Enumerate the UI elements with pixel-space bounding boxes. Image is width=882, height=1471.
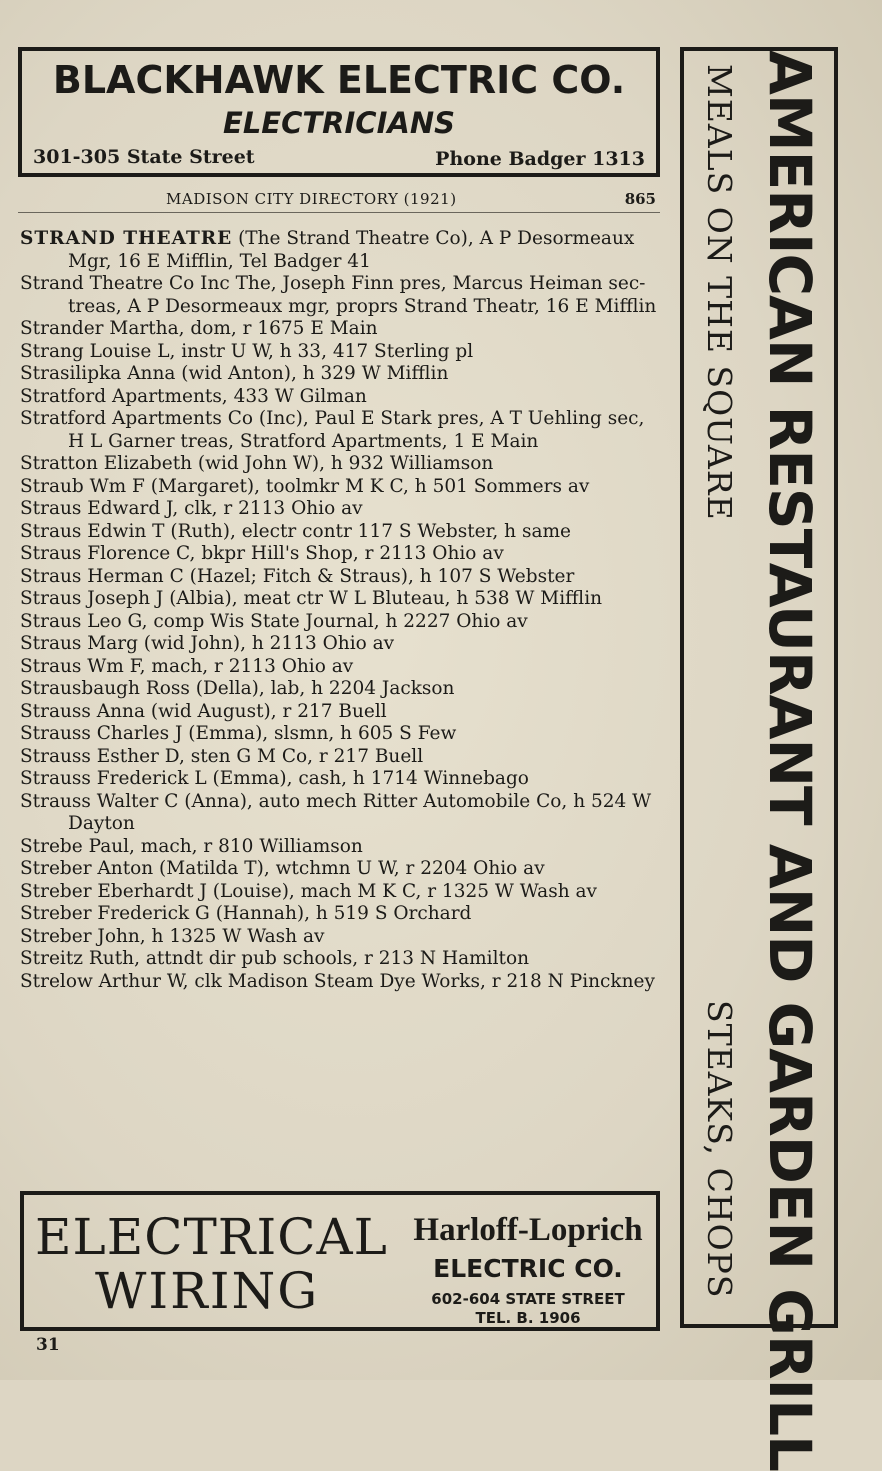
entry-text: Strang Louise L, instr U W, h 33, 417 Sterling pl [20, 340, 474, 362]
directory-entry [20, 476, 660, 499]
advert-trade: ELECTRICIANS [223, 106, 455, 140]
advert-phone: Phone Badger 1313 [435, 148, 645, 170]
running-header [18, 190, 660, 213]
entry-text: Streber Anton (Matilda T), wtchmn U W, r 2204 Ohio av [20, 858, 545, 879]
entry-text: Strand Theatre Co Inc The, Joseph Finn pres, Marcus Heiman sec-treas, A P Desormeaux mgr, proprs Strand Theatr, 16 E Mifflin [20, 273, 657, 317]
directory-entry [20, 633, 660, 656]
directory-entry [20, 903, 660, 926]
directory-entry [20, 948, 660, 971]
footer-number: 31 [36, 1335, 60, 1355]
entry-text: Strauss Frederick L (Emma), cash, h 1714 Winnebago [20, 768, 529, 789]
entry-text: Streber Frederick G (Hannah), h 519 S Orchard [20, 903, 472, 924]
entry-text: Stratford Apartments, 433 W Gilman [20, 385, 367, 407]
page-number: 865 [624, 190, 656, 208]
american-restaurant-advert [680, 47, 838, 1471]
directory-entry [20, 746, 660, 769]
directory-entry [20, 791, 660, 836]
entry-text: Straus Leo G, comp Wis State Journal, h 2227 Ohio av [20, 610, 528, 632]
advert-firm-name: Harloff-Loprich [413, 1212, 643, 1248]
directory-entry [20, 768, 660, 791]
directory-entry [20, 678, 660, 701]
directory-entry [20, 656, 660, 679]
entry-text: Streber Eberhardt J (Louise), mach M K C, r 1325 W Wash av [20, 880, 597, 902]
entry-text: Strauss Esther D, sten G M Co, r 217 Buell [20, 745, 424, 767]
directory-entry [20, 701, 660, 724]
advert-telephone: TEL. B. 1906 [475, 1309, 581, 1327]
advert-company-name: BLACKHAWK ELECTRIC CO. [52, 58, 626, 102]
entry-text: Straus Marg (wid John), h 2113 Ohio av [20, 633, 395, 654]
entry-text: (The Strand Theatre Co), A P Desormeaux Mgr, 16 E Mifflin, Tel Badger 41 [68, 228, 635, 272]
entry-text: Stratton Elizabeth (wid John W), h 932 Williamson [20, 453, 494, 474]
directory-entry [20, 318, 660, 341]
directory-entry [20, 881, 660, 904]
entry-lead: STRAND THEATRE [20, 228, 233, 249]
advert-street: 602-604 STATE STREET [431, 1290, 625, 1308]
electrical-wiring-advert [20, 1191, 660, 1331]
blackhawk-electric-advert [18, 47, 660, 177]
entry-text: Straus Joseph J (Albia), meat ctr W L Bluteau, h 538 W Mifflin [20, 588, 603, 609]
directory-entry [20, 971, 660, 994]
directory-entry [20, 408, 660, 453]
entry-text: Strauss Walter C (Anna), auto mech Ritter Automobile Co, h 524 W Dayton [20, 790, 652, 834]
directory-entry [20, 228, 660, 273]
entry-text: Stratford Apartments Co (Inc), Paul E Stark pres, A T Uehling sec, H L Garner treas, Stratford Apartments, 1 E Main [20, 408, 645, 452]
directory-entry [20, 836, 660, 859]
directory-title: MADISON CITY DIRECTORY (1921) [166, 190, 457, 208]
entry-text: Strebe Paul, mach, r 810 Williamson [20, 835, 363, 857]
directory-entry [20, 566, 660, 589]
entry-text: Strelow Arthur W, clk Madison Steam Dye Works, r 218 N Pinckney [20, 970, 655, 992]
advert-firm-type: ELECTRIC CO. [433, 1254, 623, 1283]
directory-entry [20, 543, 660, 566]
entry-text: Streitz Ruth, attndt dir pub schools, r 213 N Hamilton [20, 948, 529, 969]
directory-entry [20, 363, 660, 386]
entry-text: Straus Florence C, bkpr Hill's Shop, r 2113 Ohio av [20, 543, 504, 564]
directory-entry [20, 273, 660, 318]
entry-text: Strauss Anna (wid August), r 217 Buell [20, 700, 387, 722]
entry-text: Strander Martha, dom, r 1675 E Main [20, 318, 378, 339]
directory-entry [20, 341, 660, 364]
directory-entry [20, 386, 660, 409]
directory-listing [20, 228, 660, 993]
directory-entry [20, 858, 660, 881]
entry-text: Streber John, h 1325 W Wash av [20, 925, 325, 947]
entry-text: Straus Wm F, mach, r 2113 Ohio av [20, 655, 354, 677]
directory-entry [20, 498, 660, 521]
advert-address: 301-305 State Street [33, 146, 255, 168]
entry-text: Strauss Charles J (Emma), slsmn, h 605 S Few [20, 723, 457, 744]
directory-entry [20, 588, 660, 611]
directory-entry [20, 611, 660, 634]
advert-headline-1: ELECTRICAL [35, 1208, 388, 1266]
directory-entry [20, 926, 660, 949]
entry-text: Straus Edward J, clk, r 2113 Ohio av [20, 498, 363, 519]
directory-entry [20, 453, 660, 476]
entry-text: Straub Wm F (Margaret), toolmkr M K C, h 501 Sommers av [20, 475, 590, 497]
advert-headline-2: WIRING [95, 1262, 320, 1320]
directory-entry [20, 521, 660, 544]
restaurant-name: AMERICAN RESTAURANT AND GARDEN GRILL [756, 50, 824, 1471]
restaurant-tagline: MEALS ON THE SQUARE [700, 64, 739, 521]
restaurant-specialty: STEAKS, CHOPS [700, 1000, 739, 1299]
entry-text: Straus Edwin T (Ruth), electr contr 117 S Webster, h same [20, 520, 571, 542]
entry-text: Straus Herman C (Hazel; Fitch & Straus), h 107 S Webster [20, 565, 575, 587]
entry-text: Strasilipka Anna (wid Anton), h 329 W Mifflin [20, 363, 449, 384]
entry-text: Strausbaugh Ross (Della), lab, h 2204 Jackson [20, 678, 455, 699]
directory-entry [20, 723, 660, 746]
